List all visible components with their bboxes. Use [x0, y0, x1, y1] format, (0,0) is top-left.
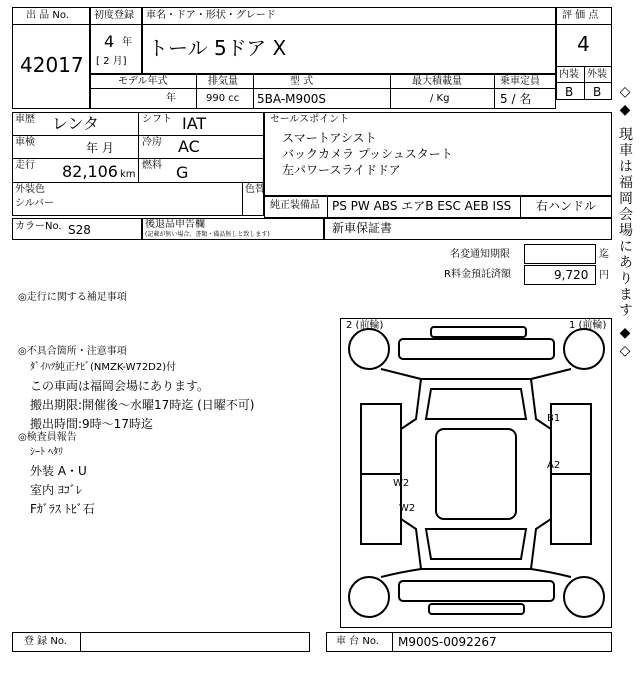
car-diagram-svg: [341, 319, 611, 627]
damage-mark: W2: [393, 478, 410, 489]
color-value: シルバー: [15, 198, 55, 209]
displacement-value: 990 cc: [206, 93, 240, 104]
lot-number: 42017: [20, 53, 84, 77]
max-load-label: 最大積載量: [412, 76, 462, 87]
sales-point-line: スマートアシスト: [282, 131, 377, 145]
defect-line: 搬出期限:開催後～水曜17時迄 (日曜不可): [30, 398, 255, 412]
exterior-label: 外装: [587, 69, 607, 80]
chassis-no-value: M900S-0092267: [398, 635, 497, 649]
history-value: レンタ: [52, 114, 99, 133]
sales-point-line: 左パワースライドドア: [282, 163, 401, 177]
color-no-value: S28: [68, 223, 91, 237]
inspector-line: ｼｰﾄ ﾍﾀﾘ: [30, 447, 64, 458]
interior-label: 内装: [559, 69, 579, 80]
shift-label: シフト: [142, 114, 172, 125]
equipment-value: PS PW ABS エアB ESC AEB ISS: [332, 199, 512, 213]
first-registration-month: [ 2 月]: [96, 56, 127, 67]
exterior-grade: B: [593, 85, 602, 99]
ac-label: 冷房: [142, 137, 162, 148]
color-change-label: 色替: [245, 184, 265, 195]
model-year-unit: 年: [166, 93, 176, 104]
wheel-icon: [564, 577, 604, 617]
mileage-unit: km: [120, 169, 136, 180]
inspection-label: 車検: [15, 137, 35, 148]
fuel-label: 燃料: [142, 160, 162, 171]
defect-line: この車両は福岡会場にあります。: [30, 379, 210, 393]
car-diagram: [340, 318, 612, 628]
damage-mark: B1: [547, 413, 561, 424]
wheel-icon: [349, 577, 389, 617]
recycle-label: R料金預託済額: [444, 269, 511, 280]
type-label: 型 式: [290, 76, 314, 87]
chassis-no-label: 車 台 No.: [336, 636, 379, 647]
handle-value: 右ハンドル: [536, 199, 597, 213]
year-unit: 年: [122, 37, 132, 48]
sales-points-label: セールスポイント: [270, 114, 350, 125]
score-value: 4: [577, 32, 590, 56]
wheel-icon: [349, 329, 389, 369]
first-registration-label: 初度登録: [94, 10, 134, 21]
sales-point-line: バックカメラ プッシュスタート: [282, 147, 453, 161]
reg-no-label: 登 録 No.: [24, 636, 67, 647]
name-change-label: 名変通知期限: [450, 249, 510, 260]
car-name-label: 車名・ドア・形状・グレード: [146, 10, 276, 21]
diagram-label-right: 1 (前輪): [569, 320, 607, 331]
score-label: 評 価 点: [562, 10, 599, 21]
mileage-value: 82,106: [62, 162, 118, 181]
name-change-suffix: 迄: [599, 249, 609, 260]
defect-line: 搬出時間:9時～17時迄: [30, 417, 153, 431]
car-name: トール 5ドア X: [148, 36, 287, 60]
recycle-unit: 円: [599, 270, 609, 281]
aftermarket-label: 後退品申告欄: [145, 219, 205, 230]
equipment-label: 純正装備品: [270, 200, 320, 211]
shift-value: IAT: [182, 114, 207, 133]
lot-label: 出 品 No.: [26, 10, 69, 21]
color-no-label: カラーNo.: [15, 221, 62, 232]
damage-mark: A2: [547, 460, 561, 471]
history-label: 車歴: [15, 114, 35, 125]
inspector-line: 室内 ﾖｺﾞﾚ: [30, 483, 82, 497]
capacity-label: 乗車定員: [500, 76, 540, 87]
damage-mark: W2: [399, 503, 416, 514]
ac-value: AC: [178, 137, 200, 156]
side-banner: ◇◆ 現車は福岡会場にあります ◆◇: [617, 84, 633, 361]
aftermarket-note: (記載が無い場合、書類・備品無しと致します): [145, 231, 270, 238]
diagram-label-left: 2 (前輪): [346, 320, 384, 331]
color-label: 外装色: [15, 184, 45, 195]
supplement-title: ◎走行に関する補足事項: [18, 292, 127, 303]
first-registration-year: 4: [104, 32, 115, 51]
recycle-value: 9,720: [554, 268, 589, 282]
inspector-line: Fｶﾞﾗｽ ﾄﾋﾞ石: [30, 502, 95, 516]
wheel-icon: [564, 329, 604, 369]
inspector-title: ◎検査員報告: [18, 432, 77, 443]
name-change-box: [524, 244, 596, 264]
displacement-label: 排気量: [208, 76, 238, 87]
warranty-value: 新車保証書: [332, 221, 393, 235]
model-year-label: モデル年式: [118, 76, 168, 87]
inspector-line: 外装 A・U: [30, 464, 87, 478]
max-load-value: / Kg: [430, 93, 450, 104]
inspection-value: 年 月: [86, 141, 114, 155]
type-value: 5BA-M900S: [257, 92, 327, 106]
capacity-value: 5 / 名: [500, 92, 532, 106]
defect-line: ﾀﾞｲﾊﾂ純正ﾅﾋﾞ(NMZK-W72D2)付: [30, 362, 177, 373]
interior-grade: B: [565, 85, 574, 99]
mileage-label: 走行: [15, 160, 35, 171]
fuel-value: G: [176, 163, 189, 182]
defects-title: ◎不具合箇所・注意事項: [18, 346, 127, 357]
